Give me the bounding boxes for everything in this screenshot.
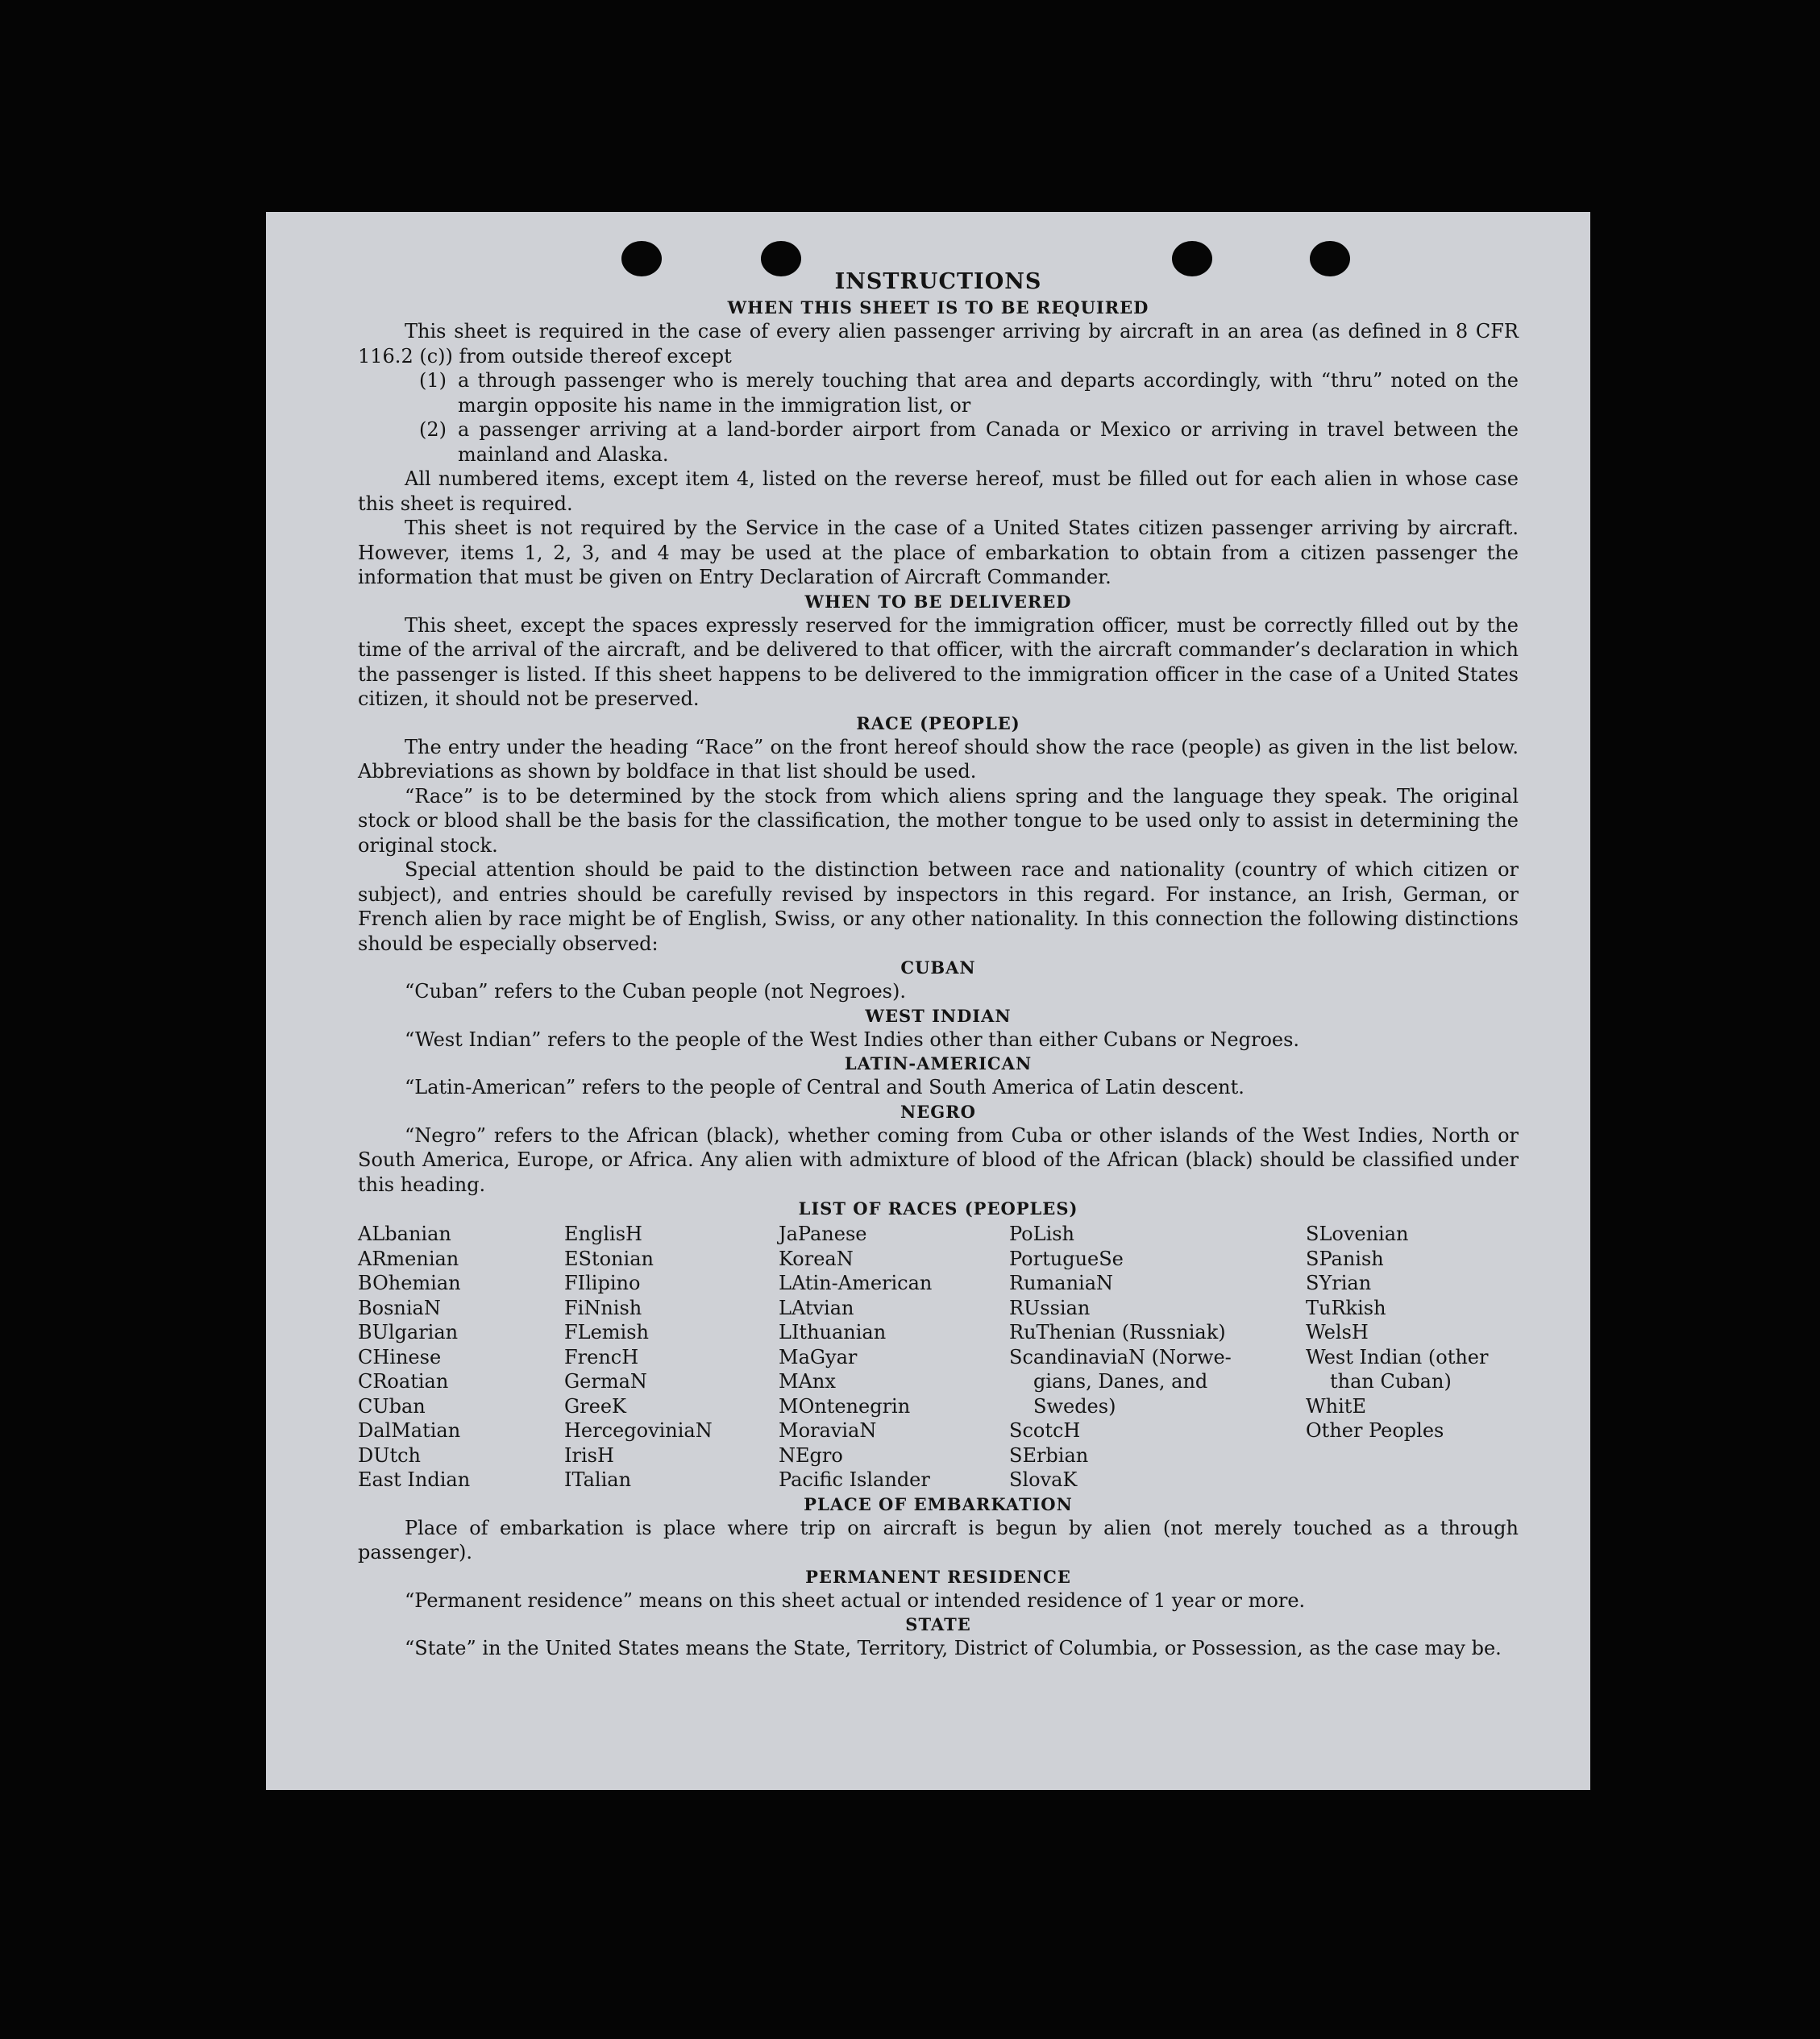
- document-sheet: [266, 212, 1590, 1790]
- race-entry: FiNnish: [564, 1296, 642, 1319]
- item-number: (1): [419, 369, 447, 392]
- race-entry: CUban: [358, 1394, 426, 1418]
- paragraph: The entry under the heading “Race” on the front hereof should show the race (people) as given in the list below. Abbreviations as shown by boldface in that list should be used.: [358, 735, 1519, 783]
- race-entry: ScandinaviaN (Norwe-: [1009, 1345, 1232, 1368]
- race-entry: IrisH: [564, 1443, 614, 1467]
- race-entry: LAtin-American: [779, 1272, 933, 1294]
- race-entry: SErbian: [1009, 1443, 1089, 1467]
- races-column-2: [564, 1222, 779, 1493]
- race-entry: BOhemian: [358, 1272, 461, 1294]
- section-heading-latin-american: LATIN-AMERICAN: [844, 1053, 1033, 1073]
- race-entry: FIlipino: [564, 1272, 641, 1294]
- section-heading-list-of-races: LIST OF RACES (PEOPLES): [798, 1198, 1078, 1219]
- race-entry: ALbanian: [358, 1223, 451, 1245]
- paragraph: “Latin-American” refers to the people of Central and South America of Latin descent.: [405, 1076, 1244, 1098]
- section-heading-embarkation: PLACE OF EMBARKATION: [804, 1493, 1073, 1514]
- item-text: a through passenger who is merely touching that area and departs accordingly, with “thru” noted on the margin opposite his name in the immigration list, or: [458, 369, 1519, 417]
- page-title: INSTRUCTIONS: [834, 269, 1042, 294]
- races-list: [358, 1222, 1519, 1493]
- race-entry: EnglisH: [564, 1223, 642, 1245]
- race-entry: SYrian: [1306, 1272, 1372, 1294]
- section-heading-when-delivered: WHEN TO BE DELIVERED: [804, 591, 1072, 612]
- race-entry: BUlgarian: [358, 1321, 459, 1343]
- race-entry: MoraviaN: [779, 1419, 877, 1442]
- item-number: (2): [419, 418, 447, 441]
- race-entry: LIthuanian: [779, 1321, 887, 1343]
- race-entry: DUtch: [358, 1443, 422, 1467]
- paragraph: This sheet is not required by the Service in the case of a United States citizen passenger arriving by aircraft. However, items 1, 2, 3, and 4 may be used at the place of embarkation to obtain from a citizen passenger the information that must be given on Entry Declaration of Aircraft Commander.: [358, 517, 1519, 588]
- section-heading-residence: PERMANENT RESIDENCE: [805, 1566, 1071, 1587]
- race-entry: SLovenian: [1306, 1223, 1409, 1245]
- race-entry: BosniaN: [358, 1296, 441, 1319]
- numbered-item: [358, 417, 1519, 467]
- race-entry: WhitE: [1306, 1394, 1366, 1418]
- numbered-item: [358, 368, 1519, 417]
- paragraph: Special attention should be paid to the distinction between race and nationality (country of which citizen or subject), and entries should be carefully revised by inspectors in this regard. For instance, an Irish, German, or French alien by race might be of English, Swiss, or any other nationality. In this connection the following distinctions should be especially observed:: [358, 858, 1519, 955]
- race-entry: MOntenegrin: [779, 1394, 911, 1418]
- paragraph: “Race” is to be determined by the stock from which aliens spring and the language they speak. The original stock or blood shall be the basis for the classification, the mother tongue to be used only to assist in determining the original stock.: [358, 784, 1519, 857]
- section-heading-negro: NEGRO: [900, 1101, 976, 1122]
- race-entry: LAtvian: [779, 1296, 854, 1319]
- race-entry: gians, Danes, and: [1033, 1370, 1208, 1393]
- race-entry: RuThenian (Russniak): [1009, 1321, 1226, 1343]
- race-entry: DalMatian: [358, 1419, 461, 1442]
- paragraph: Place of embarkation is place where trip on aircraft is begun by alien (not merely touched as a through passenger).: [358, 1516, 1519, 1564]
- race-entry: RUssian: [1009, 1296, 1091, 1319]
- races-column-3: [779, 1222, 1009, 1493]
- race-entry: West Indian (other: [1306, 1345, 1489, 1368]
- race-entry: Pacific Islander: [779, 1468, 930, 1491]
- race-entry: MAnx: [779, 1370, 836, 1393]
- paragraph: “Negro” refers to the African (black), whether coming from Cuba or other islands of the West Indies, North or South America, Europe, or Africa. Any alien with admixture of blood of the African (black) should be classified under this heading.: [358, 1123, 1519, 1196]
- race-entry: MaGyar: [779, 1345, 858, 1368]
- paragraph: This sheet is required in the case of every alien passenger arriving by aircraft in an area (as defined in 8 CFR 116.2 (c)) from outside thereof except: [358, 320, 1519, 368]
- race-entry: WelsH: [1306, 1321, 1369, 1343]
- race-entry: SPanish: [1306, 1247, 1384, 1270]
- race-entry: RumaniaN: [1009, 1272, 1114, 1294]
- instructions-content: [358, 268, 1519, 1661]
- races-column-4: [1009, 1222, 1306, 1493]
- race-entry: FrencH: [564, 1345, 639, 1368]
- race-entry: CHinese: [358, 1345, 442, 1368]
- section-heading-cuban: CUBAN: [900, 957, 976, 978]
- race-entry: HercegoviniaN: [564, 1419, 713, 1442]
- race-entry: Other Peoples: [1306, 1419, 1444, 1442]
- paragraph: “West Indian” refers to the people of the West Indies other than either Cubans or Negroes.: [405, 1028, 1300, 1051]
- race-entry: PortugueSe: [1009, 1247, 1124, 1270]
- paragraph: “Cuban” refers to the Cuban people (not Negroes).: [405, 980, 906, 1003]
- races-column-5: [1306, 1222, 1519, 1493]
- race-entry: JaPanese: [779, 1223, 867, 1245]
- race-entry: FLemish: [564, 1321, 649, 1343]
- race-entry: TuRkish: [1306, 1296, 1386, 1319]
- item-text: a passenger arriving at a land-border airport from Canada or Mexico or arriving in travel between the mainland and Alaska.: [458, 418, 1519, 466]
- race-entry: CRoatian: [358, 1370, 449, 1393]
- race-entry: KoreaN: [779, 1247, 854, 1270]
- race-entry: ScotcH: [1009, 1419, 1081, 1442]
- section-heading-west-indian: WEST INDIAN: [865, 1005, 1012, 1026]
- race-entry: NEgro: [779, 1443, 843, 1467]
- race-entry: PoLish: [1009, 1223, 1075, 1245]
- paragraph: All numbered items, except item 4, listed on the reverse hereof, must be filled out for each alien in whose case this sheet is required.: [358, 467, 1519, 515]
- race-entry: than Cuban): [1330, 1370, 1452, 1393]
- section-heading-state: STATE: [905, 1614, 971, 1634]
- race-entry: ARmenian: [358, 1247, 459, 1270]
- paragraph: This sheet, except the spaces expressly reserved for the immigration officer, must be correctly filled out by the time of the arrival of the aircraft, and be delivered to that officer, with the aircraft commander’s declaration in which the passenger is listed. If this sheet happens to be delivered to the immigration officer in the case of a United States citizen, it should not be preserved.: [358, 613, 1519, 710]
- race-entry: SlovaK: [1009, 1468, 1078, 1491]
- section-heading-when-required: WHEN THIS SHEET IS TO BE REQUIRED: [727, 297, 1149, 318]
- paragraph: “State” in the United States means the State, Territory, District of Columbia, or Possession, as the case may be.: [405, 1637, 1502, 1659]
- race-entry: GreeK: [564, 1394, 626, 1418]
- races-column-1: [358, 1222, 564, 1493]
- race-entry: EStonian: [564, 1247, 654, 1270]
- section-heading-race: RACE (PEOPLE): [856, 712, 1020, 733]
- race-entry: East Indian: [358, 1468, 471, 1491]
- race-entry: Swedes): [1033, 1394, 1116, 1418]
- paragraph: “Permanent residence” means on this sheet actual or intended residence of 1 year or more.: [405, 1588, 1306, 1612]
- race-entry: ITalian: [564, 1468, 632, 1491]
- race-entry: GermaN: [564, 1370, 647, 1393]
